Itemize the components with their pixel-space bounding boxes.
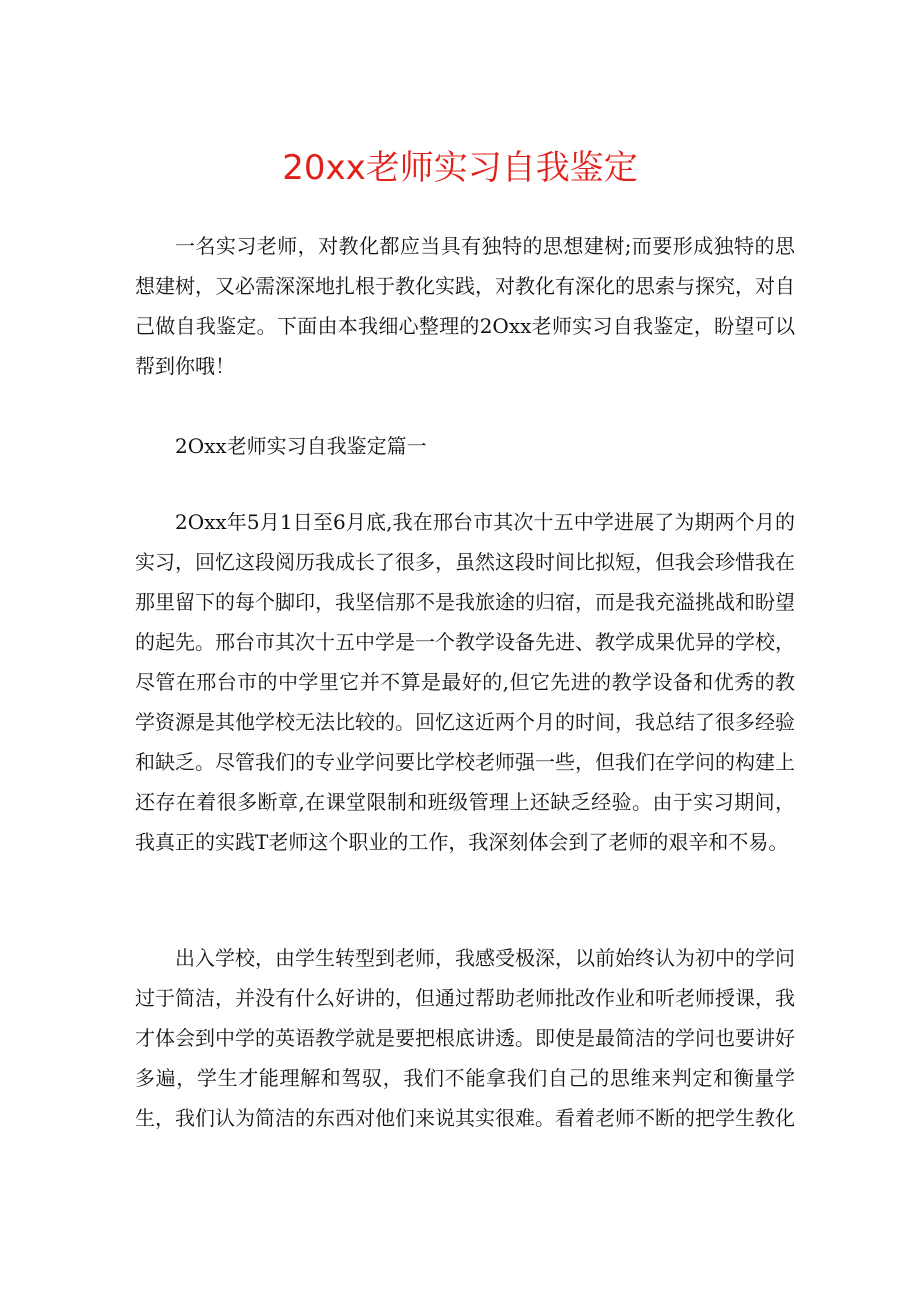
body-paragraph-1: 2Oxx年5月1日至6月底,我在邢台市其次十五中学进展了为期两个月的实习，回忆这段阅历我成长了很多，虽然这段时间比拟短，但我会珍惜我在那里留下的每个脚印，我坚信那不是我旅途的归宿，而是我充溢挑战和盼望的起先。邢台市其次十五中学是一个教学设备先进、教学成果优异的学校，尽管在邢台市的中学里它并不算是最好的,但它先进的教学设备和优秀的教学资源是其他学校无法比较的。回忆这近两个月的时间，我总结了很多经验和缺乏。尽管我们的专业学问要比学校老师强一些，但我们在学问的构建上还存在着很多断章,在课堂限制和班级管理上还缺乏经验。由于实习期间，我真正的实践T老师这个职业的工作，我深刻体会到了老师的艰辛和不易。 [135,510,795,854]
intro-paragraph: 一名实习老师，对教化都应当具有独特的思想建树;而要形成独特的思想建树，又必需深深地扎根于教化实践，对教化有深化的思索与探究，对自己做自我鉴定。下面由本我细心整理的2Oxx老师实习自我鉴定，盼望可以帮到你哦！ [135,234,795,378]
body-paragraph-2: 出入学校，由学生转型到老师，我感受极深，以前始终认为初中的学问过于简洁，并没有什么好讲的，但通过帮助老师批改作业和听老师授课，我才体会到中学的英语教学就是要把根底讲透。即使是最简洁的学问也要讲好多遍，学生才能理解和驾驭，我们不能拿我们自己的思维来判定和衡量学生，我们认为简洁的东西对他们来说其实很难。看着老师不断的把学生教化 [135,946,795,1130]
document-title: 20xx老师实习自我鉴定 [282,148,638,188]
section-heading: 2Oxx老师实习自我鉴定篇一 [175,434,427,458]
